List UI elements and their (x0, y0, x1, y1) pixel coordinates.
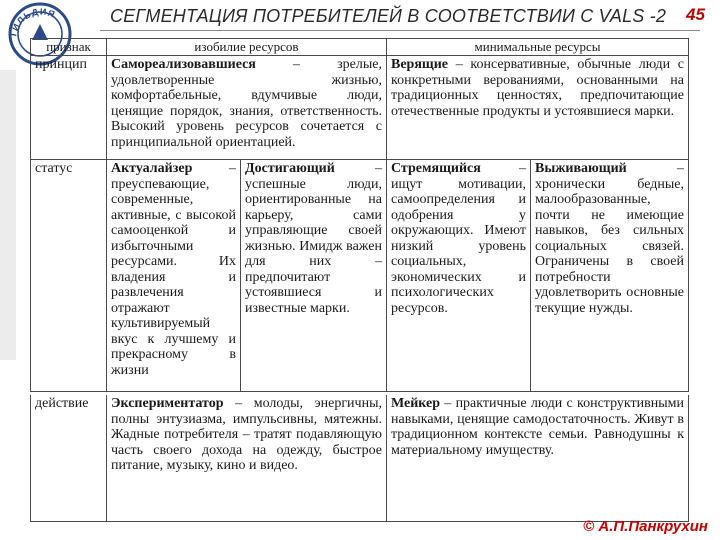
segment-description: – успешные люди, ориентированные на карьеру, сами управляющие своей жизнью. Имидж важен для них – предпочитают устоявшиеся и известные марки. (245, 161, 382, 316)
cell-status-actualizer (107, 160, 241, 392)
cell-principle-poor (387, 56, 689, 160)
slide-title: СЕГМЕНТАЦИЯ ПОТРЕБИТЕЛЕЙ В СООТВЕТСТВИИ С VALS -2 (110, 6, 667, 26)
cell-status-survivor (531, 160, 689, 392)
cell-status-achiever (241, 160, 387, 392)
segment-name: Актуалайзер (111, 161, 193, 176)
segment-name: Самореализовавшиеся (111, 57, 256, 72)
cell-action-experiencer (107, 395, 387, 522)
cell-action-maker (387, 395, 689, 522)
header-poor-resources: минимальные ресурсы (387, 39, 689, 56)
page-number: 45 (686, 5, 705, 24)
copyright-notice: © А.П.Панкрухин (583, 518, 708, 535)
table-row-status (31, 160, 689, 392)
row-label-principle: принцип (31, 56, 107, 160)
vals-segmentation-table (30, 38, 689, 392)
table-row-principle (31, 56, 689, 160)
segment-name: Выживающий (535, 161, 627, 176)
segment-name: Мейкер (391, 396, 441, 411)
table-row-action (31, 395, 689, 522)
segment-description: – ищут мотивации, самоопределения и одобрения у окружающих. Имеют низкий уровень социальных, экономических и психологических ресурсов. (391, 161, 526, 316)
segment-name: Стремящийся (391, 161, 481, 176)
left-edge-strip (0, 70, 16, 360)
vals-action-table (30, 395, 689, 522)
cell-principle-rich (107, 56, 387, 160)
segment-name: Достигающий (245, 161, 335, 176)
title-divider (100, 30, 700, 31)
logo-text-path: ТИЛЬДИЯ (7, 6, 58, 39)
segment-description: – молоды, энергичны, полны энтузиазма, импульсивны, мятежны. Жадные потребителя – тратят подавляющую часть своего дохода на одежду, быстрое питание, музыку, кино и видео. (111, 396, 382, 473)
segment-description: – хронически бедные, малообразованные, почти не имеющие навыков, без сильных социальных связей. Ограничены в своей потребности удовлетворить основные текущие нужды. (535, 161, 685, 316)
segment-description: – консервативные, обычные люди с конкретными верованиями, основанными на традиционных ценностях, предпочитающие отечественные продукты и устоявшиеся марки. (391, 57, 685, 119)
table-header-row (31, 39, 689, 56)
row-label-status: статус (31, 160, 107, 392)
segment-description: – зрелые, удовлетворенные жизнью, комфортабельные, вдумчивые люди, ценящие порядок, знания, ответственность. Высокий уровень ресурсов сочетается с принципиальной ориентацией. (111, 57, 382, 150)
segment-name: Верящие (391, 57, 449, 72)
segment-description: – преуспевающие, современные, активные, с высокой самооценкой и избыточными ресурсами. Их владения и развлечения отражают культивируемый вкус к лучшему и прекрасному в жизни (111, 161, 236, 378)
segment-name: Экспериментатор (111, 396, 224, 411)
row-label-action: действие (31, 395, 107, 522)
cell-status-striver (387, 160, 531, 392)
segment-description: – практичные люди с конструктивными навыками, ценящие самодостаточность. Живут в традиционном контексте семьи. Равнодушны к материальному имуществу. (391, 396, 684, 458)
header-criterion: признак (31, 39, 107, 56)
header-rich-resources: изобилие ресурсов (107, 39, 387, 56)
